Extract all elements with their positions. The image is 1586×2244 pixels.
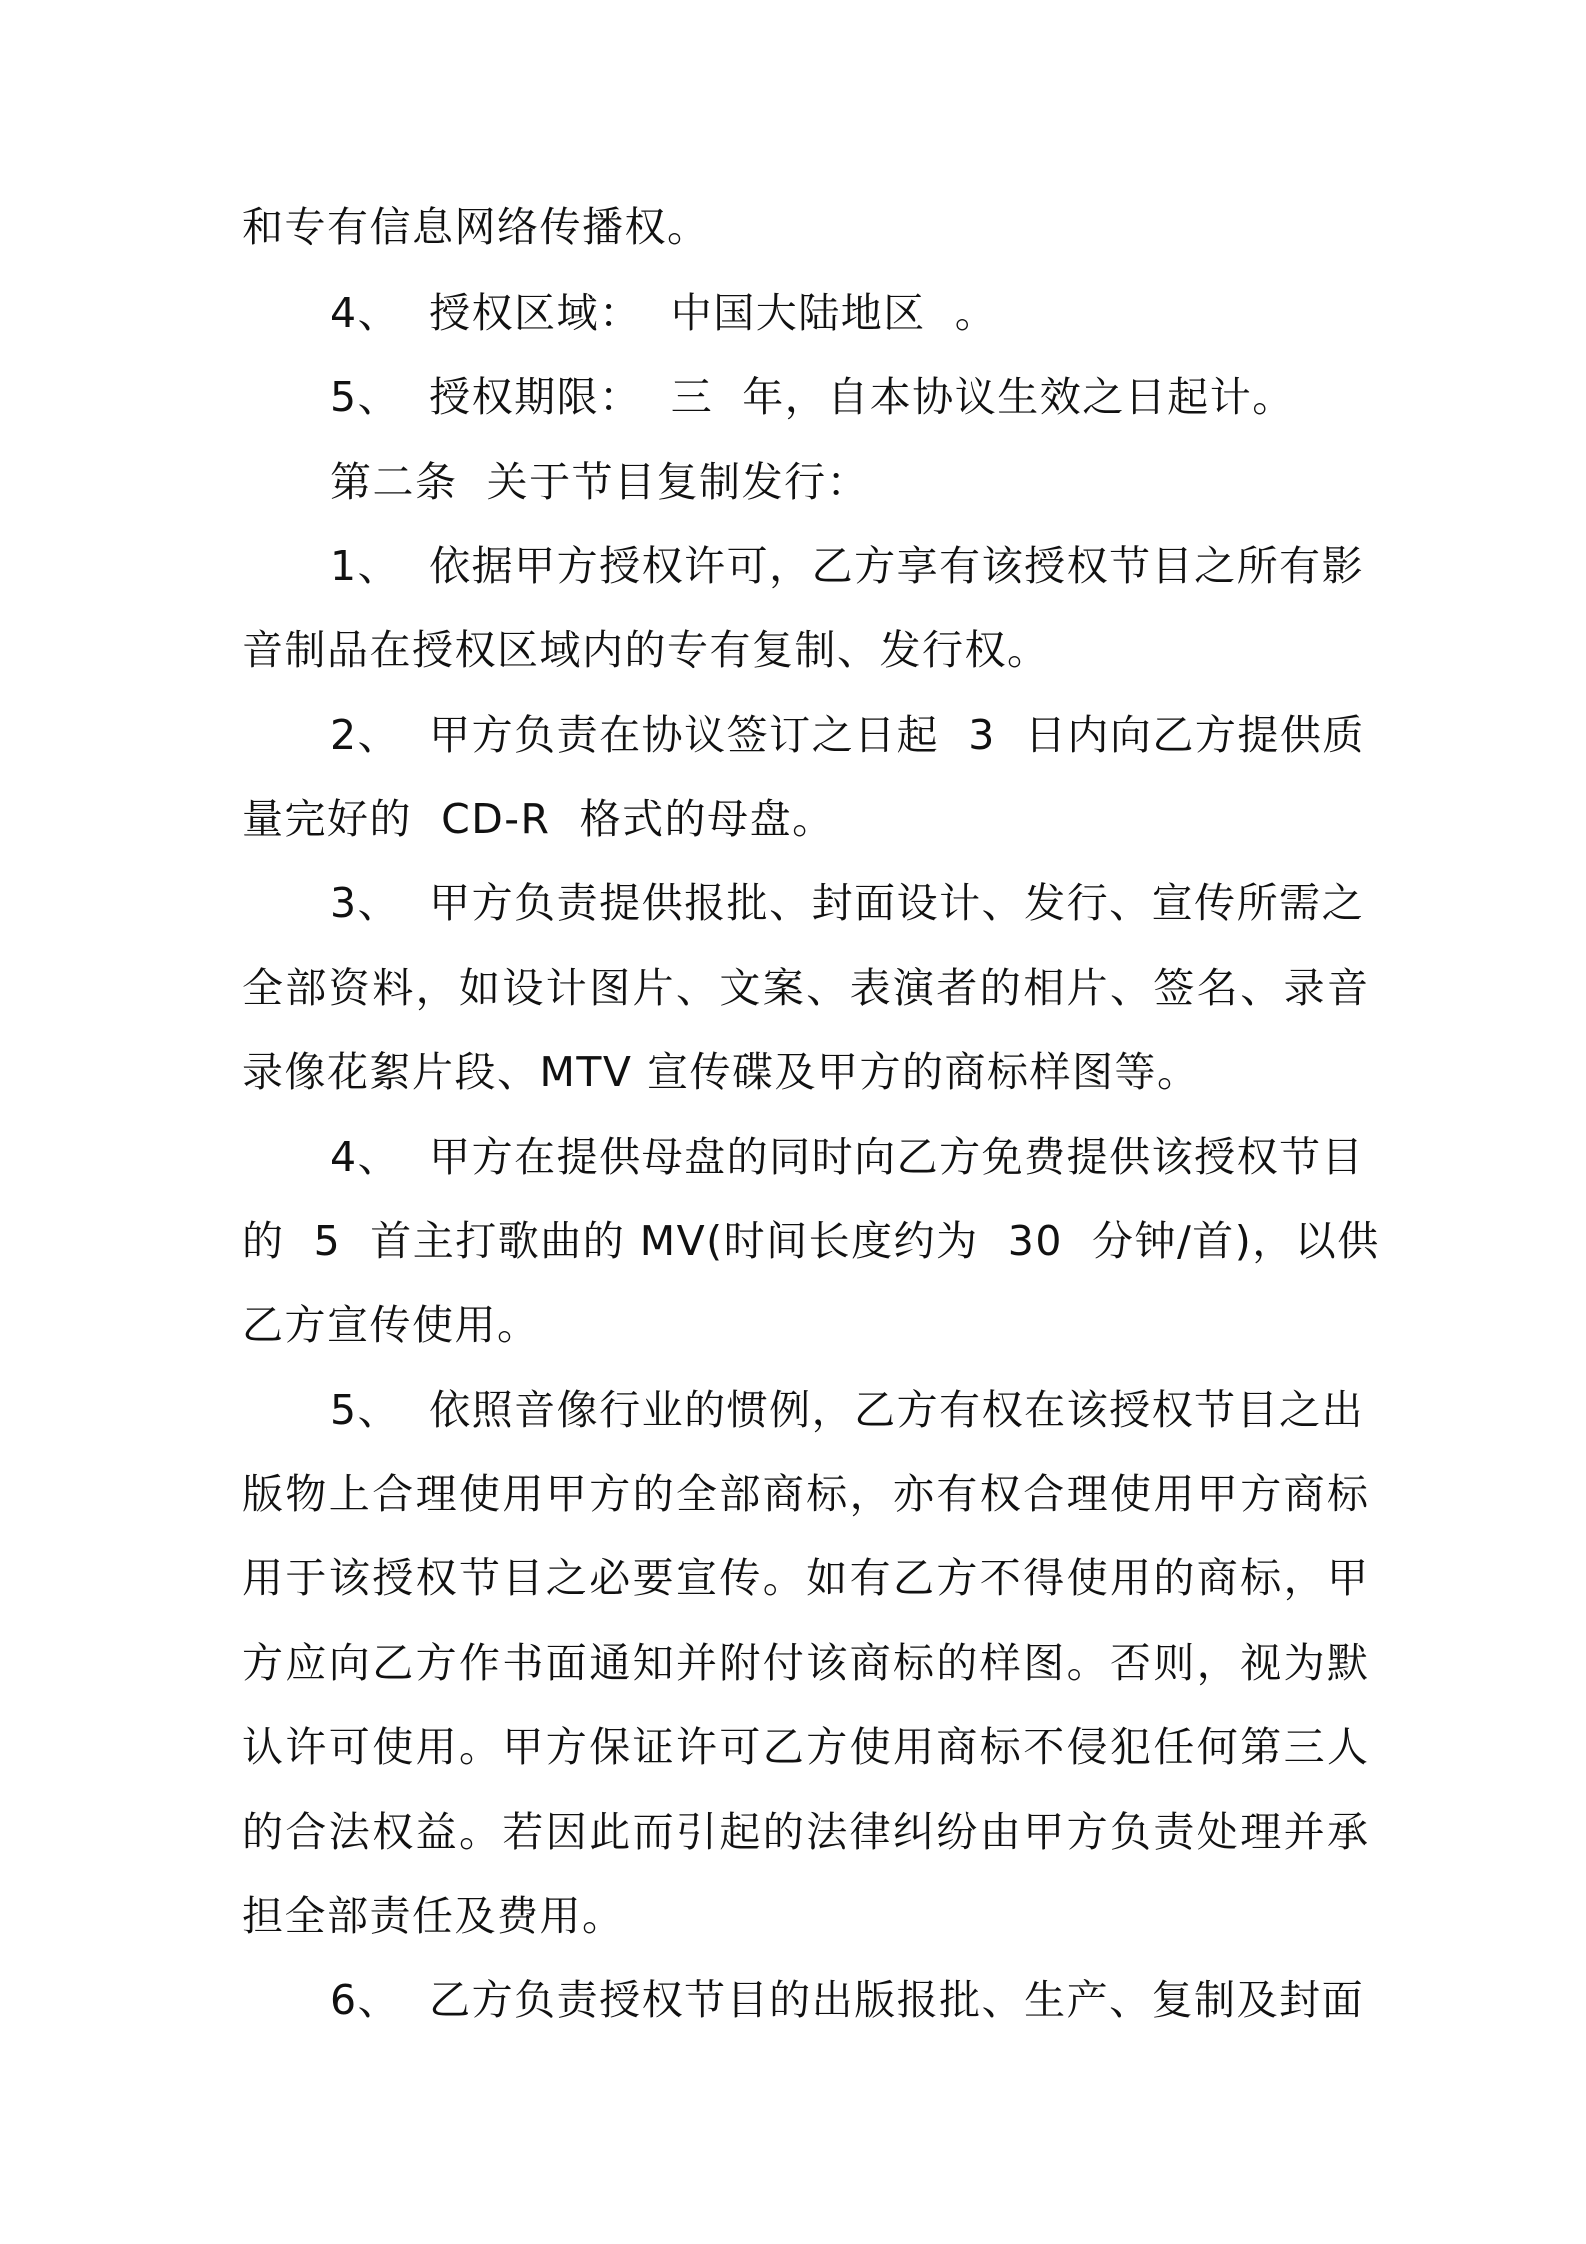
text-line-9: 3、 甲方负责提供报批、封面设计、发行、宣传所需之 — [330, 879, 1365, 927]
text-line-5: 1、 依据甲方授权许可，乙方享有该授权节目之所有影 — [330, 542, 1365, 590]
text-line-18: 方应向乙方作书面通知并附付该商标的样图。否则，视为默 — [242, 1639, 1371, 1687]
text-line-1: 和专有信息网络传播权。 — [242, 203, 710, 251]
text-line-13: 的 5 首主打歌曲的 MV(时间长度约为 30 分钟/首)，以供 — [242, 1217, 1380, 1265]
text-line-22: 6、 乙方负责授权节目的出版报批、生产、复制及封面 — [330, 1976, 1365, 2024]
text-line-17: 用于该授权节目之必要宣传。如有乙方不得使用的商标，甲 — [242, 1554, 1371, 1602]
text-line-11: 录像花絮片段、MTV 宣传碟及甲方的商标样图等。 — [242, 1048, 1200, 1096]
text-line-10: 全部资料，如设计图片、文案、表演者的相片、签名、录音 — [242, 964, 1371, 1012]
text-line-2: 4、 授权区域： 中国大陆地区 。 — [330, 289, 998, 337]
text-line-21: 担全部责任及费用。 — [242, 1892, 625, 1940]
text-line-4: 第二条 关于节目复制发行： — [330, 458, 870, 506]
text-line-20: 的合法权益。若因此而引起的法律纠纷由甲方负责处理并承 — [242, 1808, 1371, 1856]
text-line-16: 版物上合理使用甲方的全部商标，亦有权合理使用甲方商标 — [242, 1470, 1371, 1518]
text-line-12: 4、 甲方在提供母盘的同时向乙方免费提供该授权节目 — [330, 1133, 1365, 1181]
text-line-7: 2、 甲方负责在协议签订之日起 3 日内向乙方提供质 — [330, 711, 1365, 759]
text-line-3: 5、 授权期限： 三 年，自本协议生效之日起计。 — [330, 373, 1295, 421]
text-line-15: 5、 依照音像行业的惯例，乙方有权在该授权节目之出 — [330, 1386, 1365, 1434]
text-line-14: 乙方宣传使用。 — [242, 1301, 540, 1349]
text-line-6: 音制品在授权区域内的专有复制、发行权。 — [242, 626, 1050, 674]
text-line-8: 量完好的 CD-R 格式的母盘。 — [242, 795, 835, 843]
text-line-19: 认许可使用。甲方保证许可乙方使用商标不侵犯任何第三人 — [242, 1723, 1371, 1771]
